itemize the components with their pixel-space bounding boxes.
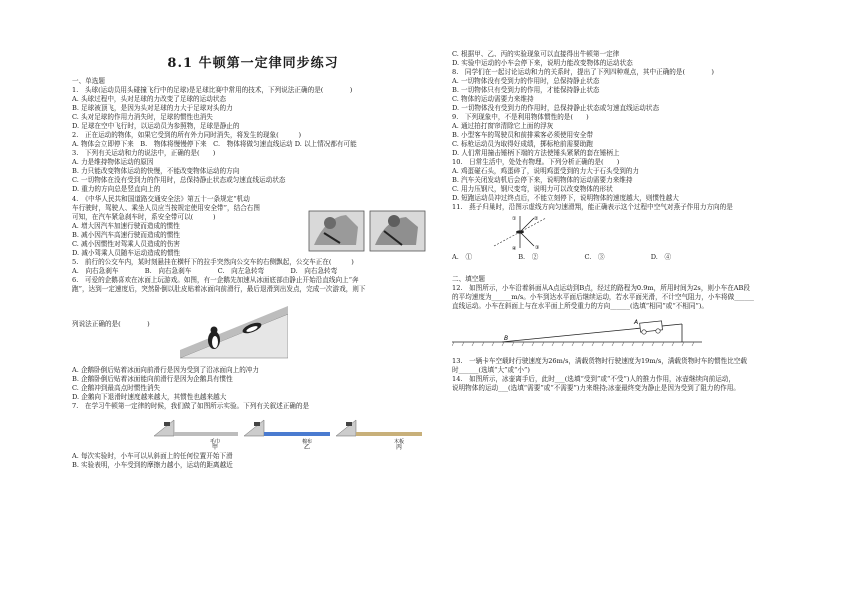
left-line: 跑”，达到一定速度后，突然卧倒以肚皮贴着冰面向前滑行，最后退滑到出发点，完成一次游戏，则下 [72,285,366,293]
right-line: 二、填空题 [452,275,485,283]
left-line: C. 一切物体在没有受到力的作用时，总保持静止状态或匀速直线运动状态 [72,176,286,184]
left-line: A. 物体会立即停下来 B. 物体将慢慢停下来 C. 物体将做匀速直线运动 D. 以上情况都有可能 [72,140,357,148]
ramp-cotton [244,420,330,436]
left-line: C. 企鹅冲到最高点时惯性消失 [72,384,161,392]
right-line: D. 人们常用撞击锤柄下端的方法使锤头紧紧的套在锤柄上 [452,149,620,157]
right-line: 12. 如图所示，小车沿着斜面从A点运动到B点，经过的路程为0.9m，所用时间为2s，则小车在AB段 [452,284,750,292]
left-line: D. 足球在空中飞行时，以运动员为参照物，足球是静止的 [72,122,240,130]
left-line: 2. 正在运动的物体，如果它受到的所有外力同时消失，将发生的现象( ) [72,131,302,139]
right-line: B. 一切物体只有受到力的作用，才能保持静止状态 [452,86,600,94]
incline-cart-figure [452,310,702,355]
incline-point-a: A [634,319,639,326]
left-line: D. 减小驾乘人员随车运动造成的惯性 [72,249,181,257]
right-line: C. 根据甲、乙、丙的实验现象可以直接得出牛顿第一定律 [452,50,620,58]
left-line: B. 实验表明，小车受到的摩擦力越小，运动的距离越近 [72,461,233,469]
left-line: B. 企鹅卧倒后贴着冰面能向前滑行是因为企鹅具有惯性 [72,375,233,383]
right-line: B. 小型客车的驾驶员和前排乘客必须使用安全带 [452,131,593,139]
exp-label-jia: 甲 [212,444,219,450]
left-line: A. 力是维持物体运动的原因 [72,158,154,166]
right-line: D. 一切物体没有受到力的作用时，总保持静止状态或匀速直线运动状态 [452,104,660,112]
right-line: 9. 下列现象中，不是利用物体惯性的是( ) [452,113,589,121]
right-line: 的平均速度为______m/s。小车到达水平面后继续运动，若水平面光滑，不计空气阻力，小车将做______ [452,293,754,301]
right-line: A. 一切物体没有受到力的作用时，总保持静止状态 [452,77,600,85]
left-line: D. 企鹅向下退滑时速度越来越大，其惯性也越来越大 [72,393,227,401]
surface-label-cotton: 棉布 [302,439,313,445]
left-line: 1. 头球(运动员用头碰撞飞行中的足球)是足球比赛中常用的技术，下列说法正确的是( ) [72,86,353,94]
right-line: A. ① B. ② C. ③ D. ④ [452,253,672,261]
right-line: A. 鸡蛋碰石头，鸡蛋碎了，说明鸡蛋受到的力大于石头受到的力 [452,167,639,175]
ramp-towel [154,420,238,436]
left-line: 列说法正确的是( ) [72,320,150,328]
left-line: C. 头对足球的作用力消失时，足球的惯性也消失 [72,113,213,121]
left-line: C. 减小因惯性对驾乘人员造成的伤害 [72,240,180,248]
right-line: 10. 日常生活中，处处有物理。下列分析正确的是( ) [452,158,620,166]
left-line: 车行驶时，驾驶人、乘坐人员应当按规定使用安全带”，结合右图 [72,204,260,212]
seatbelt-figure [306,205,428,255]
right-line: C. 物体的运动需要力来维持 [452,95,534,103]
left-line: 5. 前行的公交车内，某时刻悬挂在横杆下的拉手突然向公交车的右侧飘起，公交车正在( ) [72,258,354,266]
right-line: 直线运动。小车在斜面上与在水平面上所受重力的方向______(选填“相同”或“不相同”)。 [452,302,709,310]
left-line: A. 每次实验时，小车可以从斜面上的任何位置开始下滑 [72,452,233,460]
surface-label-towel: 毛巾 [210,439,221,445]
left-line: A. 向右急刹车 B. 向右急刹车 C. 向左急转弯 D. 向右急转弯 [72,267,338,275]
page-title: 8.1 牛顿第一定律同步练习 [167,56,339,71]
right-line: C. 用力压钢尺，钢尺变弯，说明力可以改变物体的形状 [452,185,613,193]
left-line: A. 头球过程中，头对足球的力改变了足球的运动状态 [72,95,227,103]
right-line: 时______(选填“大”或“小”) [452,366,530,374]
dir-label-3: ③ [535,245,540,251]
left-line: 一、单选题 [72,77,105,85]
left-line: 6. 可爱的企鹅喜欢在冰面上玩游戏。如图，有一企鹅先加速从冰面底部由静止开始沿直线向上“奔 [72,276,359,284]
incline-point-b: B [504,335,509,342]
left-line: A. 增大因汽车加速行驶而造成的惯性 [72,222,180,230]
left-line: 7. 在学习牛顿第一定律的时候，我们做了如图所示实验。下列有关叙述正确的是 [72,402,310,410]
left-line: 3. 下列有关运动和力的说法中，正确的是( ) [72,149,216,157]
right-line: 8. 同学们在一起讨论运动和力的关系时，提出了下列四种观点，其中正确的是( ) [452,68,714,76]
surface-label-wood: 木板 [394,439,405,445]
right-line: 13. 一辆卡车空载时行驶速度为26m/s，满载货物时行驶速度为19m/s，满载货物时车的惯性比空载 [452,357,747,365]
left-line: B. 减小因汽车高速行驶而造成的惯性 [72,231,180,239]
right-line: A. 通过拍打窗帘清除它上面的浮灰 [452,122,554,130]
left-line: B. 足球被顶飞，是因为头对足球的力大于足球对头的力 [72,104,233,112]
right-line: C. 标枪运动员为取得好成绩，掷标枪前需要助跑 [452,140,593,148]
exp-label-bing: 丙 [396,444,403,450]
left-line: 可知，在汽车紧急刹车时，系安全带可以( ) [72,213,216,221]
dir-label-1: ① [512,216,517,222]
left-line: A. 企鹅卧倒后贴着冰面向前滑行是因为受到了沿冰面向上的冲力 [72,366,259,374]
left-line: B. 力只能改变物体运动的快慢，不能改变物体运动的方向 [72,167,240,175]
right-line: 说明物体的运动___(选填“需要”或“不需要”)力来维持;冰壶最终变为静止是因为受到了阻力的作用。 [452,384,740,392]
right-line: 11. 燕子归巢时，沿图示虚线方向匀速滑翔，能正确表示这个过程中空气对燕子作用力方向的是 [452,203,733,211]
left-line: 4. 《中华人民共和国道路交通安全法》第五十一条规定“机动 [72,195,250,203]
left-line: D. 重力的方向总是竖直向上的 [72,185,161,193]
right-line: B. 汽车关闭发动机后会停下来，说明物体的运动需要力来维持 [452,176,633,184]
dir-label-4: ④ [512,246,517,252]
force-direction-figure [490,212,550,252]
penguin-incline-figure [180,300,288,360]
right-line: 14. 如图所示，冰壶离手后，此时___(选填“受到”或“不受”)人的推力作用，冰壶继续向前运动， [452,375,735,383]
right-line: D. 短跑运动员冲过终点后，不能立刻停下，说明物体的速度越大，则惯性越大 [452,194,679,202]
exp-label-yi: 乙 [304,444,311,450]
friction-experiment-figure [150,412,430,450]
right-line: D. 实验中运动的小车会停下来，说明力能改变物体的运动状态 [452,59,633,67]
dir-label-2: ② [534,216,539,222]
ramp-wood [336,420,422,436]
